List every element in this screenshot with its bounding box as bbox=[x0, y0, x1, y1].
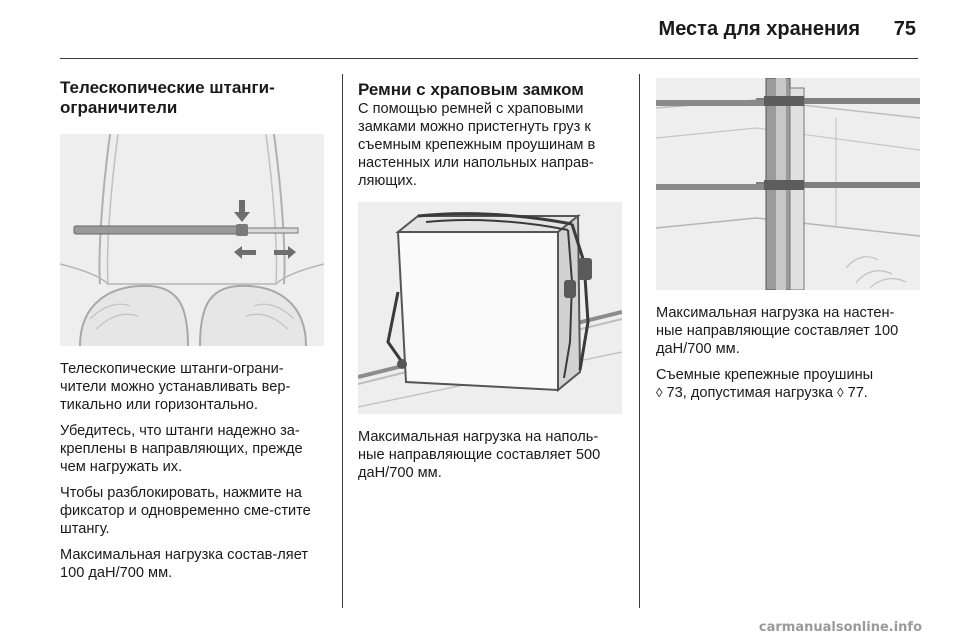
caption-wall-load: Максимальная нагрузка на настен-ные направляющие составляет 100 даН/700 мм. bbox=[656, 305, 899, 357]
header-rule bbox=[60, 58, 918, 59]
column-ratchet-straps bbox=[358, 80, 624, 490]
caption-paragraph: Максимальная нагрузка состав-ляет 100 даН/700 мм. bbox=[60, 547, 309, 581]
page-ref-link[interactable]: 73 bbox=[666, 385, 683, 401]
caption-floor-load: Максимальная нагрузка на наполь-ные направляющие составляет 500 даН/700 мм. bbox=[358, 429, 601, 481]
reference-paragraph bbox=[656, 366, 920, 402]
footer-watermark: carmanualsonline.info bbox=[758, 620, 922, 635]
reference-text: , допустимая нагрузка bbox=[682, 385, 834, 401]
page-ref-link[interactable]: 77. bbox=[847, 385, 868, 401]
caption-paragraph: Телескопические штанги-ограни-чители можно устанавливать вер-тикально или горизонтально. bbox=[60, 361, 291, 413]
page-header-title: Места для хранения bbox=[658, 18, 860, 40]
telescopic-bar-illustration-icon bbox=[60, 134, 324, 346]
section-heading-ratchet-straps: Ремни с храповым замком bbox=[358, 80, 584, 99]
column-divider-right bbox=[639, 74, 640, 608]
caption-paragraph: Убедитесь, что штанги надежно за-креплены в направляющих, прежде чем нагружать их. bbox=[60, 423, 303, 475]
section-heading-telescopic-bars: Телескопические штанги-ограничители bbox=[60, 78, 275, 117]
page-ref-arrow-icon: ◊ bbox=[656, 385, 663, 400]
column-wall-rails bbox=[656, 78, 920, 410]
page-ref-arrow-icon: ◊ bbox=[837, 385, 844, 400]
column-divider-left bbox=[342, 74, 343, 608]
vertical-bar-cargo-area-illustration-icon bbox=[656, 78, 920, 290]
reference-text: Съемные крепежные проушины bbox=[656, 367, 874, 383]
intro-paragraph: С помощью ремней с храповыми замками можно пристегнуть груз к съемным крепежным проушинам в настенных или напольных направ-ляющих. bbox=[358, 101, 596, 189]
page-number: 75 bbox=[893, 18, 916, 40]
column-telescopic-bars bbox=[60, 78, 328, 590]
ratchet-strap-cargo-illustration-icon bbox=[358, 202, 622, 414]
caption-paragraph: Чтобы разблокировать, нажмите на фиксатор и одновременно сме-стите штангу. bbox=[60, 485, 311, 537]
